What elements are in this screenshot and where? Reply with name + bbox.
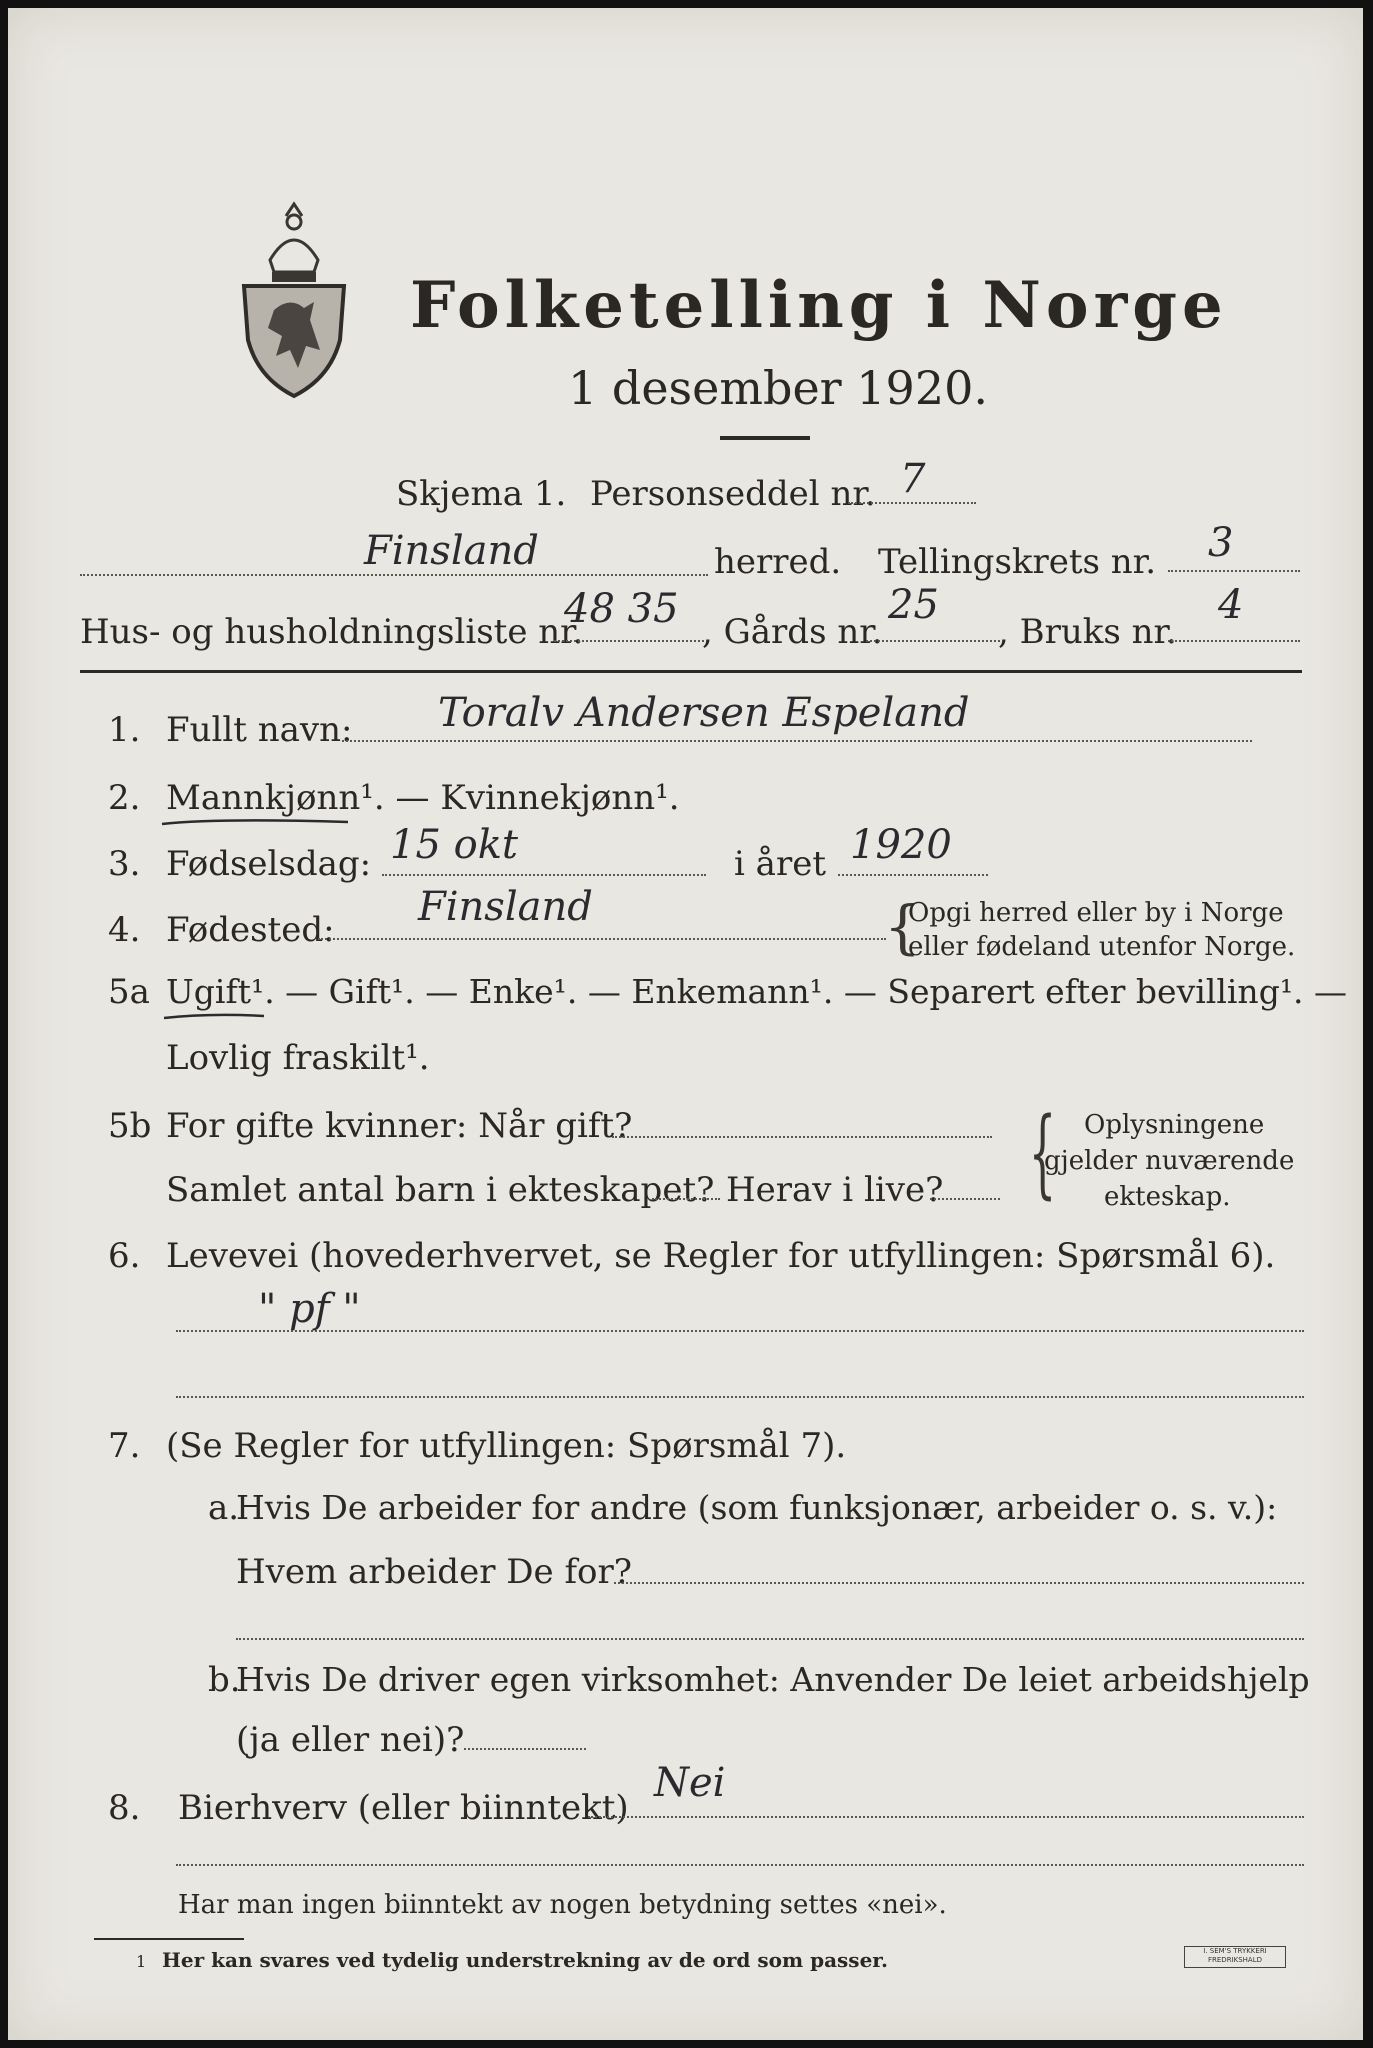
ugift-underline-mark [160,1010,270,1026]
q4-number: 4. [108,910,141,950]
q5b-number: 5b [108,1106,152,1146]
household-list-label: Hus- og husholdningsliste nr. [80,612,584,652]
employer-field-line2[interactable] [236,1638,1304,1640]
children-alive-label: Herav i live? [726,1170,944,1210]
q1-number: 1. [108,710,141,750]
full-name-value: Toralv Andersen Espeland [438,690,970,736]
printer-mark-text: I. SEM'S TRYKKERI FREDRIKSHALD [1203,1947,1267,1964]
q7-label: (Se Regler for utfyllingen: Spørsmål 7). [166,1426,847,1466]
occupation-value: " pf " [258,1286,361,1332]
gards-field[interactable] [866,640,1000,642]
q7b-line1: Hvis De driver egen virksomhet: Anvender De leiet arbeidshjelp [236,1660,1310,1699]
birthplace-note-line1: Opgi herred eller by i Norge [908,898,1284,928]
q7b-line2: (ja eller nei)? [236,1720,465,1760]
brace-icon: { [1028,1097,1057,1209]
q4-label: Fødested: [166,910,335,950]
form-title: Folketelling i Norge [410,268,1228,343]
children-count-field[interactable] [652,1198,720,1200]
personseddel-field[interactable] [848,502,976,504]
q3-number: 3. [108,844,141,884]
bruks-label: , Bruks nr. [998,612,1177,652]
q7a-line2: Hvem arbeider De for? [236,1552,632,1592]
side-income-value: Nei [654,1760,726,1806]
q3-label: Fødselsdag: [166,844,372,884]
no-income-note: Har man ingen biinntekt av nogen betydning settes «nei». [178,1890,947,1920]
bruks-value: 4 [1218,582,1244,628]
q7a-line1: Hvis De arbeider for andre (som funksjonær, arbeider o. s. v.): [236,1488,1278,1527]
birth-year-field[interactable] [838,874,988,876]
occupation-field-line1[interactable] [176,1330,1304,1332]
bruks-field[interactable] [1168,640,1300,642]
census-form-page [8,8,1363,2040]
footnote-divider [94,1938,244,1940]
brace-icon: { [884,893,921,961]
footnote-number: 1 [136,1952,147,1971]
married-when-label: For gifte kvinner: Når gift? [166,1106,633,1146]
q5a-number: 5a [108,972,150,1012]
census-date: 1 desember 1920. [568,361,988,415]
gender-options[interactable]: Mannkjønn¹. — Kvinnekjønn¹. [166,778,680,818]
tellingskrets-label: Tellingskrets nr. [878,542,1157,582]
marriage-note-line1: Oplysningene [1084,1110,1265,1140]
q2-number: 2. [108,778,141,818]
gender-underline-mark [158,814,358,834]
norwegian-coat-of-arms-icon [230,200,358,400]
q8-label: Bierhverv (eller biinntekt) [178,1788,629,1828]
side-income-field-line2[interactable] [176,1864,1304,1866]
children-alive-field[interactable] [930,1198,1000,1200]
title-divider [720,436,810,440]
tellingskrets-field[interactable] [1168,570,1300,572]
herred-field[interactable] [80,574,708,576]
q7-number: 7. [108,1426,141,1466]
personseddel-label: Personseddel nr. [590,474,876,514]
occupation-field-line2[interactable] [176,1396,1304,1398]
marriage-note-line2: gjelder nuværende [1044,1146,1295,1176]
full-name-field[interactable] [342,740,1252,742]
personseddel-value: 7 [900,456,926,502]
herred-value: Finsland [364,528,539,574]
birth-year-label: i året [734,844,826,884]
q6-number: 6. [108,1236,141,1276]
hired-help-field[interactable] [464,1748,586,1750]
birthplace-value: Finsland [418,884,593,930]
marital-status-options[interactable]: Ugift¹. — Gift¹. — Enke¹. — Enkemann¹. — Separert efter bevilling¹. — [166,972,1348,1011]
herred-label: herred. [714,542,842,582]
gards-value: 25 [888,582,939,628]
printer-mark [1184,1946,1286,1968]
q7a-letter: a. [208,1488,240,1528]
birthday-field[interactable] [382,874,706,876]
marriage-note-line3: ekteskap. [1104,1182,1231,1212]
birth-year-value: 1920 [850,822,952,868]
household-list-field[interactable] [554,640,704,642]
employer-field[interactable] [614,1582,1304,1584]
children-count-label: Samlet antal barn i ekteskapet? [166,1170,715,1210]
schema-label: Skjema 1. [396,474,567,514]
marital-status-options-cont[interactable]: Lovlig fraskilt¹. [166,1038,430,1078]
header-divider [80,670,1302,673]
birthplace-note-line2: eller fødeland utenfor Norge. [908,932,1296,962]
household-list-value: 48 35 [564,586,679,632]
birthday-value: 15 okt [390,822,519,868]
tellingskrets-value: 3 [1208,520,1234,566]
footnote-text: Her kan svares ved tydelig understrekning av de ord som passer. [162,1948,888,1972]
q1-label: Fullt navn: [166,710,353,750]
q7b-letter: b. [208,1660,241,1700]
gards-label: , Gårds nr. [702,612,883,652]
birthplace-field[interactable] [318,938,886,940]
q8-number: 8. [108,1788,141,1828]
married-when-field[interactable] [612,1136,992,1138]
side-income-field[interactable] [588,1816,1304,1818]
q6-label: Levevei (hovederhvervet, se Regler for utfyllingen: Spørsmål 6). [166,1236,1276,1276]
